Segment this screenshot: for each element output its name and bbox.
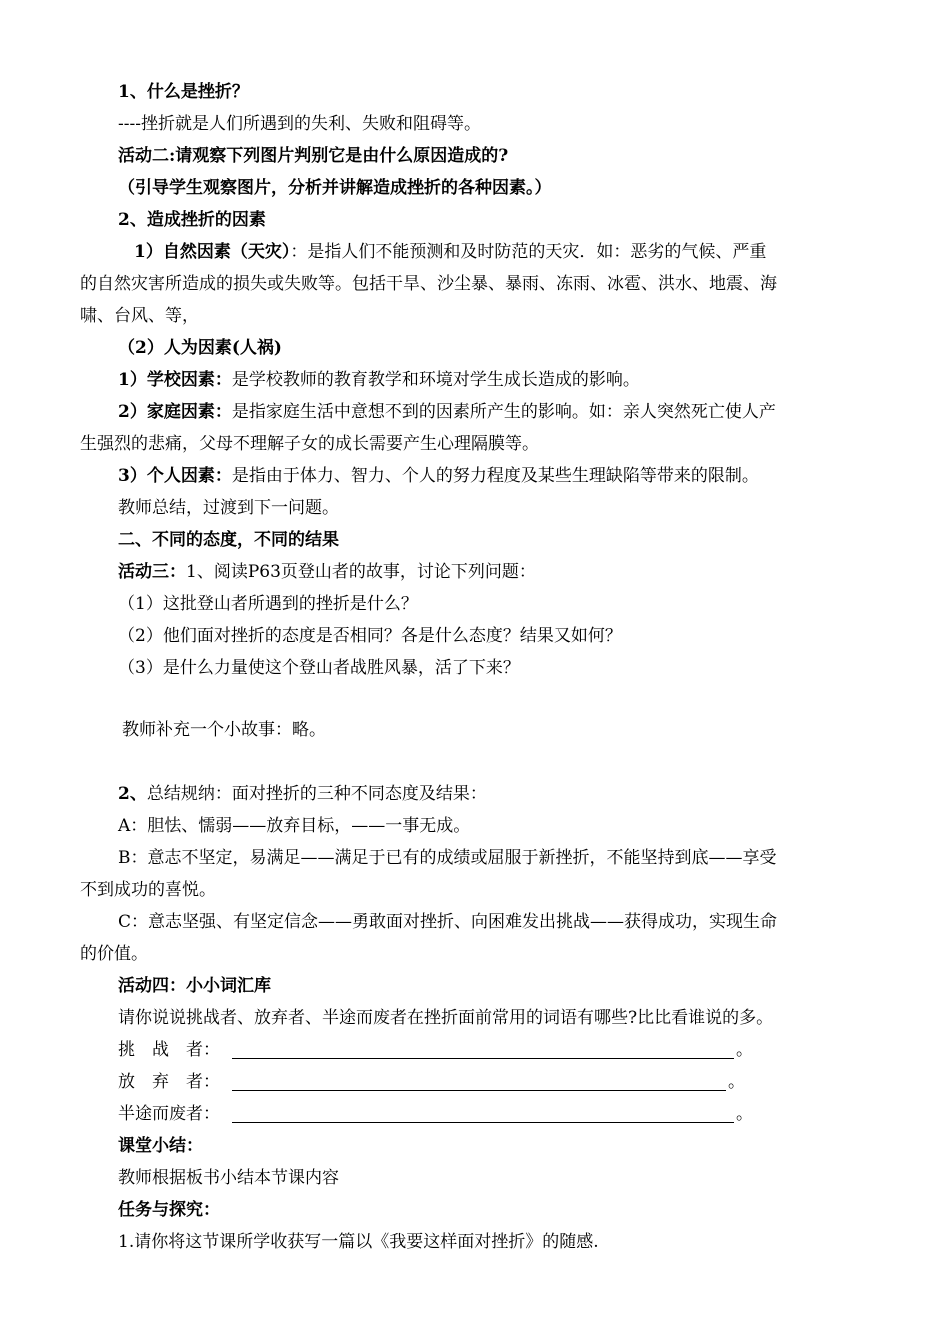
summary-label: 2、	[118, 784, 147, 804]
family-factor-line-1	[118, 401, 776, 423]
activity3-text: 1、阅读P63页登山者的故事，讨论下列问题：	[186, 562, 536, 582]
halfway-blank[interactable]	[232, 1122, 734, 1123]
summary-text: 总结规纳：面对挫折的三种不同态度及结果：	[146, 784, 487, 804]
school-factor-text: 是学校教师的教育教学和环境对学生成长造成的影响。	[231, 370, 640, 390]
challenger-label: 挑 战 者：	[118, 1040, 220, 1060]
natural-factor-line-2: 的自然灾害所造成的损失或失败等。包括干旱、沙尘暴、暴雨、冻雨、冰雹、洪水、地震、海	[80, 274, 777, 294]
activity2-guide: （引导学生观察图片，分析并讲解造成挫折的各种因素。）	[118, 178, 552, 198]
halfway-period: 。	[736, 1104, 753, 1124]
challenger-blank[interactable]	[232, 1058, 734, 1059]
section2-title: 二、不同的态度，不同的结果	[118, 530, 339, 550]
natural-factor-label: 1）自然因素（天灾）	[134, 242, 291, 262]
class-summary-title: 课堂小结：	[118, 1136, 203, 1156]
activity3-question-3: （3）是什么力量使这个登山者战胜风暴，活了下来？	[118, 658, 520, 678]
personal-factor-text: 是指由于体力、智力、个人的努力程度及某些生理缺陷等带来的限制。	[231, 466, 759, 486]
attitude-c-line-1: C：意志坚强、有坚定信念——勇敢面对挫折、向困难发出挑战——获得成功，实现生命	[118, 912, 778, 932]
school-factor-label: 1）学校因素：	[118, 370, 232, 390]
natural-factor-line-1	[134, 241, 766, 263]
task-title: 任务与探究：	[118, 1200, 220, 1220]
q1-answer: ----挫折就是人们所遇到的失利、失败和阻碍等。	[118, 114, 481, 134]
personal-factor-line	[118, 465, 759, 487]
teacher-summary: 教师总结，过渡到下一问题。	[118, 498, 339, 518]
natural-factor-line-3: 啸、台风、等，	[80, 306, 199, 326]
family-factor-text: 是指家庭生活中意想不到的因素所产生的影响。如：亲人突然死亡使人产	[231, 402, 776, 422]
task-item-1: 1.请你将这节课所学收获写一篇以《我要这样面对挫折》的随感.	[118, 1232, 599, 1252]
personal-factor-label: 3）个人因素：	[118, 466, 232, 486]
activity3-question-2: （2）他们面对挫折的态度是否相同？各是什么态度？结果又如何？	[118, 626, 622, 646]
attitude-a: A：胆怯、懦弱——放弃目标，——一事无成。	[118, 816, 471, 836]
attitude-b-line-2: 不到成功的喜悦。	[80, 880, 216, 900]
quitter-period: 。	[728, 1072, 745, 1092]
activity3-line	[118, 561, 536, 583]
activity4-title: 活动四：小小词汇库	[118, 976, 271, 996]
human-factor-title: （2）人为因素(人祸)	[118, 338, 282, 358]
quitter-label: 放 弃 者：	[118, 1072, 220, 1092]
activity2-title: 活动二:请观察下列图片判别它是由什么原因造成的?	[118, 146, 509, 166]
challenger-period: 。	[736, 1040, 753, 1060]
family-factor-label: 2）家庭因素：	[118, 402, 232, 422]
natural-factor-text: ：是指人们不能预测和及时防范的天灾．如：恶劣的气候、严重	[290, 242, 767, 262]
family-factor-line-2: 生强烈的悲痛，父母不理解子女的成长需要产生心理隔膜等。	[80, 434, 539, 454]
teacher-story: 教师补充一个小故事：略。	[122, 720, 326, 740]
school-factor-line	[118, 369, 640, 391]
activity3-label: 活动三：	[118, 562, 186, 582]
activity4-text: 请你说说挑战者、放弃者、半途而废者在挫折面前常用的词语有哪些?比比看谁说的多。	[118, 1008, 774, 1028]
class-summary-text: 教师根据板书小结本节课内容	[118, 1168, 339, 1188]
q1-title: 1、什么是挫折？	[118, 82, 249, 102]
summary-line	[118, 783, 487, 805]
quitter-blank[interactable]	[232, 1090, 726, 1091]
attitude-c-line-2: 的价值。	[80, 944, 148, 964]
halfway-label: 半途而废者：	[118, 1104, 220, 1124]
attitude-b-line-1: B：意志不坚定，易满足——满足于已有的成绩或屈服于新挫折，不能坚持到底——享受	[118, 848, 777, 868]
factors-title: 2、造成挫折的因素	[118, 210, 266, 230]
activity3-question-1: （1）这批登山者所遇到的挫折是什么？	[118, 594, 418, 614]
